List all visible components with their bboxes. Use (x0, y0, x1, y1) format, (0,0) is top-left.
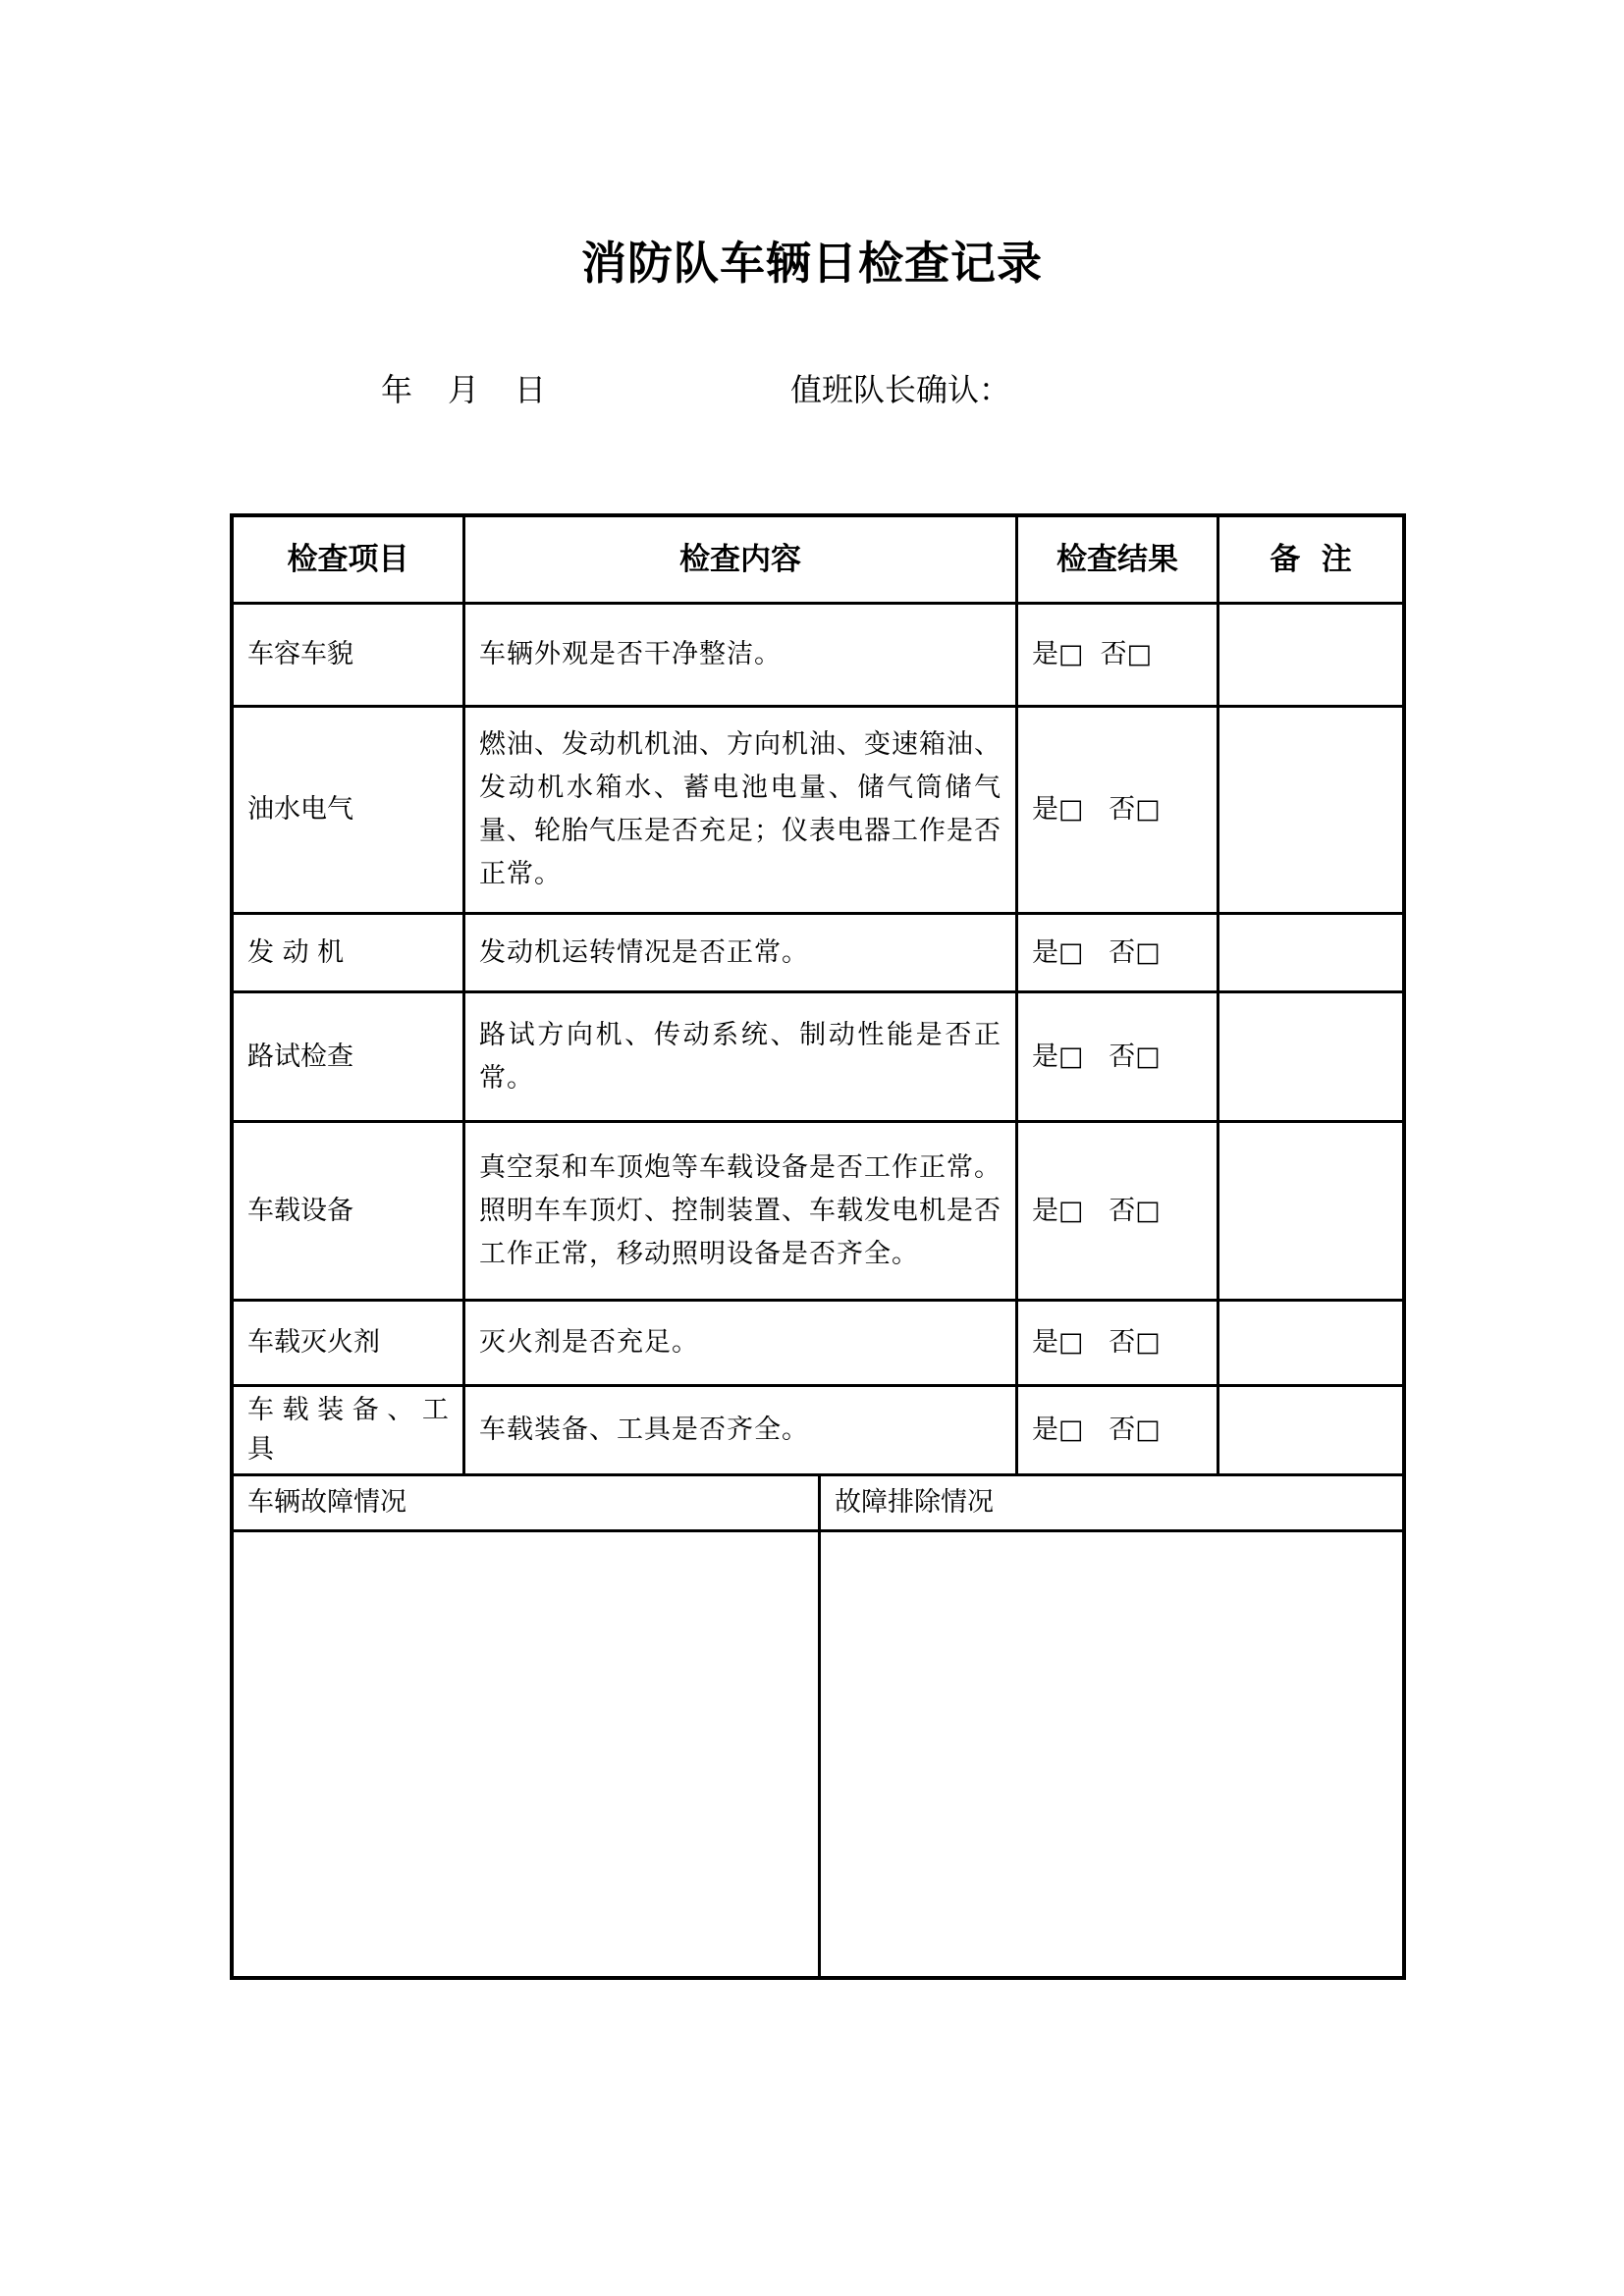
page-title: 消防队车辆日检查记录 (581, 237, 1043, 290)
row-content: 车载装备、工具是否齐全。 (465, 1387, 1018, 1473)
row-result-checkbox[interactable]: 是□ 否□ (1018, 1387, 1219, 1473)
header-content: 检查内容 (465, 517, 1018, 602)
row-result-checkbox[interactable]: 是□ 否□ (1018, 993, 1219, 1120)
row-item: 车载设备 (234, 1123, 465, 1299)
row-result-checkbox[interactable]: 是□ 否□ (1018, 1123, 1219, 1299)
header-item: 检查项目 (234, 517, 465, 602)
row-result-checkbox[interactable]: 是□ 否□ (1018, 605, 1219, 705)
table-row (234, 708, 1402, 915)
row-content: 燃油、发动机机油、方向机油、变速箱油、发动机水箱水、蓄电池电量、储气筒储气量、轮胎气压是否充足；仪表电器工作是否正常。 (465, 708, 1018, 912)
row-item: 发 动 机 (234, 915, 465, 990)
duty-captain-confirm-label: 值班队长确认： (790, 371, 1011, 408)
table-header-row (234, 517, 1402, 605)
row-content: 发动机运转情况是否正常。 (465, 915, 1018, 990)
header-remark (1219, 517, 1402, 602)
row-item: 路试检查 (234, 993, 465, 1120)
row-remark-field[interactable] (1219, 1302, 1402, 1384)
table-row (234, 993, 1402, 1123)
row-content: 车辆外观是否干净整洁。 (465, 605, 1018, 705)
row-content: 路试方向机、传动系统、制动性能是否正常。 (465, 993, 1018, 1120)
row-content: 灭火剂是否充足。 (465, 1302, 1018, 1384)
fault-label-row (234, 1476, 1402, 1532)
table-row (234, 1123, 1402, 1302)
row-item: 油水电气 (234, 708, 465, 912)
table-row (234, 605, 1402, 708)
row-remark-field[interactable] (1219, 915, 1402, 990)
header-result: 检查结果 (1018, 517, 1219, 602)
row-item: 车载灭火剂 (234, 1302, 465, 1384)
date-day-label: 日 (514, 371, 547, 408)
row-remark-field[interactable] (1219, 605, 1402, 705)
row-remark-field[interactable] (1219, 993, 1402, 1120)
row-content: 真空泵和车顶炮等车载设备是否工作正常。照明车车顶灯、控制装置、车载发电机是否工作正常，移动照明设备是否齐全。 (465, 1123, 1018, 1299)
fault-resolution-field[interactable] (821, 1532, 1402, 1976)
table-row (234, 1387, 1402, 1476)
row-result-checkbox[interactable]: 是□ 否□ (1018, 708, 1219, 912)
date-line (381, 365, 546, 410)
header-remark-text: 备 注 (1270, 542, 1352, 577)
row-remark-field[interactable] (1219, 708, 1402, 912)
date-year-label: 年 (381, 371, 413, 408)
table-row (234, 1302, 1402, 1387)
row-remark-field[interactable] (1219, 1123, 1402, 1299)
row-item: 车容车貌 (234, 605, 465, 705)
fault-resolution-label: 故障排除情况 (835, 1487, 994, 1518)
inspection-table (230, 513, 1406, 1980)
fault-body-row (234, 1532, 1402, 1976)
fault-situation-label: 车辆故障情况 (234, 1476, 821, 1529)
table-row (234, 915, 1402, 993)
row-remark-field[interactable] (1219, 1387, 1402, 1473)
row-result-checkbox[interactable]: 是□ 否□ (1018, 915, 1219, 990)
row-item: 车 载 装 备 、 工 具 (234, 1387, 465, 1473)
fault-situation-field[interactable] (234, 1532, 821, 1976)
date-month-label: 月 (448, 371, 480, 408)
row-result-checkbox[interactable]: 是□ 否□ (1018, 1302, 1219, 1384)
